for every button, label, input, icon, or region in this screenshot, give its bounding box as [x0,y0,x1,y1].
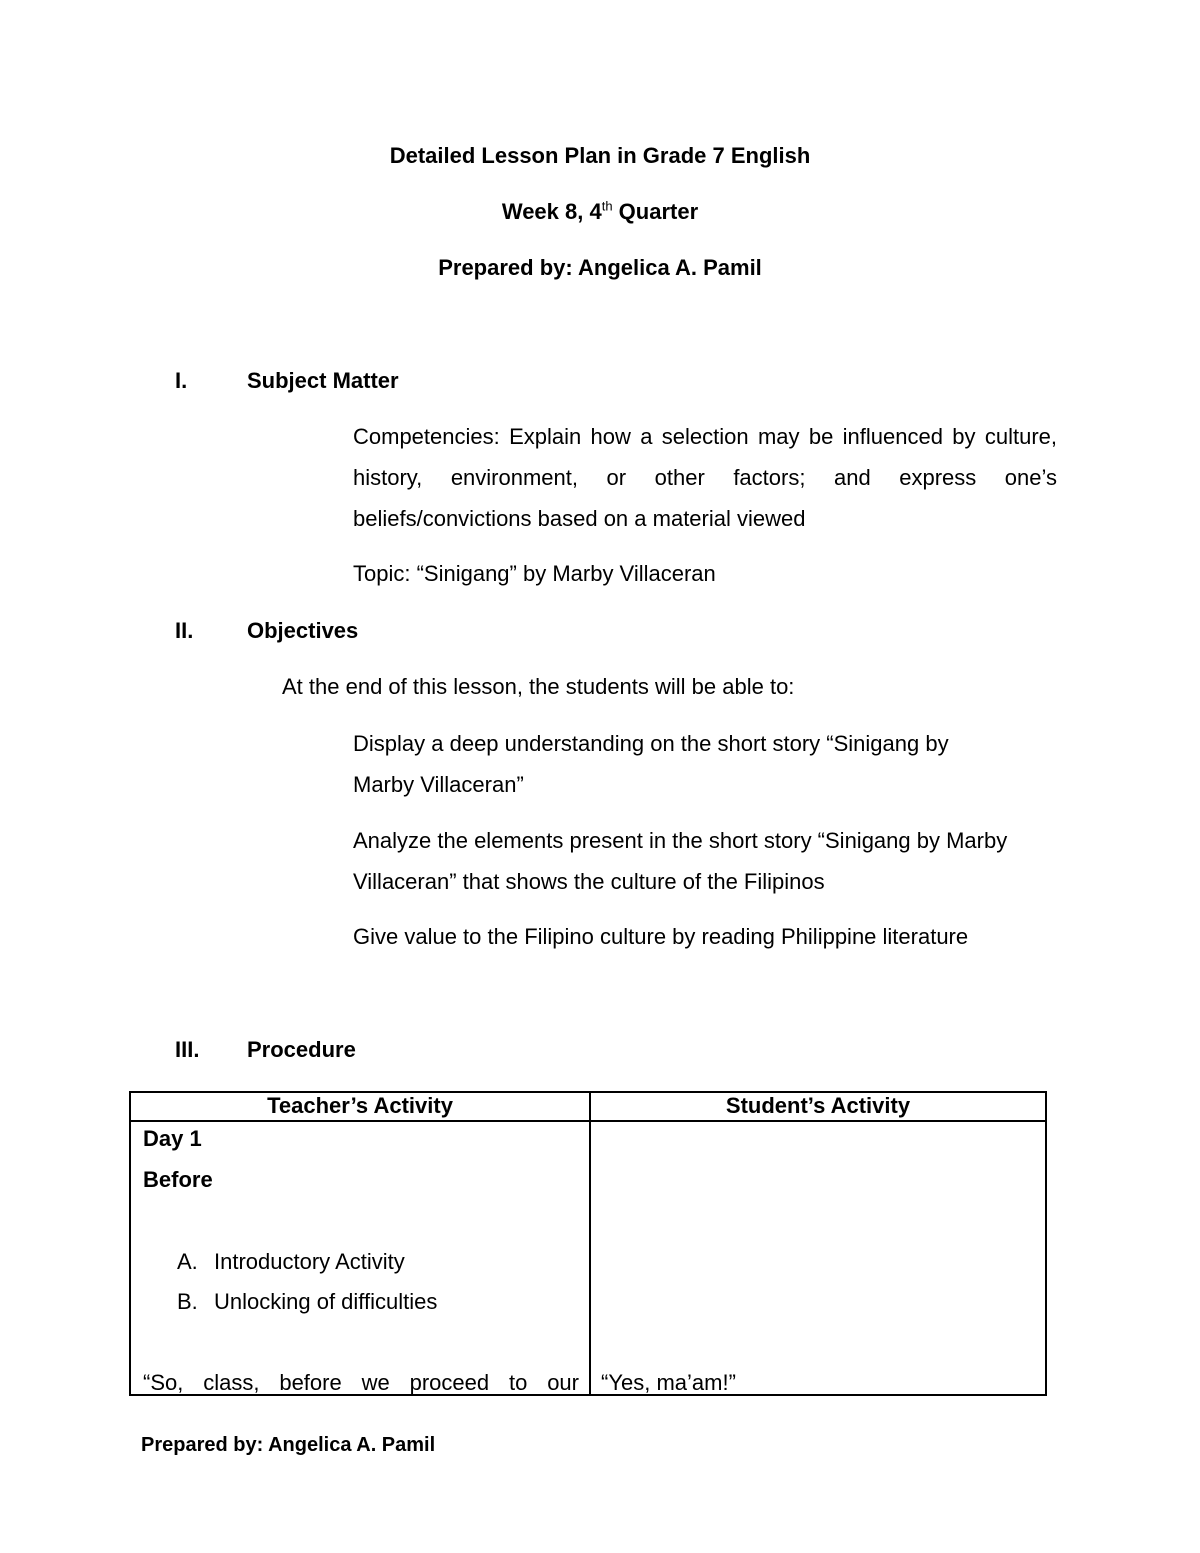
prepared-by-header: Prepared by: Angelica A. Pamil [438,255,762,280]
list-item-text: Unlocking of difficulties [214,1289,438,1314]
section-number-3: III. [175,1037,200,1062]
student-response: “Yes, ma’am!” [601,1370,736,1394]
topic-text: Topic: “Sinigang” by Marby Villaceran [353,561,716,586]
week-suffix: Quarter [612,199,699,224]
list-marker: B. [177,1289,198,1314]
teacher-activity-cell [130,1121,590,1395]
week-quarter [0,199,1200,225]
objective-item: Analyze the elements present in the short story “Sinigang by Marby Villaceran” that shows the culture of the Filipinos [353,828,1008,894]
section-number-1: I. [175,368,188,393]
objective-item: Give value to the Filipino culture by reading Philippine literature [353,924,969,949]
table-row [130,1121,1046,1395]
prepared-by-footer: Prepared by: Angelica A. Pamil [141,1434,436,1456]
section-number-2: II. [175,618,194,643]
student-activity-cell [590,1121,1046,1395]
section-title-objectives: Objectives [247,618,359,643]
week-prefix: Week 8, 4 [501,199,602,224]
day-label: Day 1 [143,1126,202,1151]
objective-item: Display a deep understanding on the short story “Sinigang by Marby Villaceran” [353,731,949,797]
list-marker: A. [177,1249,198,1274]
teacher-quote: “So, class, before we proceed to our [143,1370,579,1394]
objectives-intro: At the end of this lesson, the students will be able to: [282,674,795,699]
section-title-procedure: Procedure [247,1037,356,1062]
competencies-text: Competencies: Explain how a selection may be influenced by culture, history, environment, or other factors; and express one’s beliefs/convictions based on a material viewed [353,424,1057,531]
table-header-row [130,1092,1046,1121]
procedure-table [129,1091,1047,1396]
list-item-text: Introductory Activity [214,1249,405,1274]
week-ordinal-suffix: th [601,198,613,214]
phase-label: Before [143,1167,213,1192]
header-student-activity: Student’s Activity [590,1092,1046,1121]
section-title-subject-matter: Subject Matter [247,368,399,393]
document-title: Detailed Lesson Plan in Grade 7 English [389,143,811,168]
header-teacher-activity: Teacher’s Activity [130,1092,590,1121]
